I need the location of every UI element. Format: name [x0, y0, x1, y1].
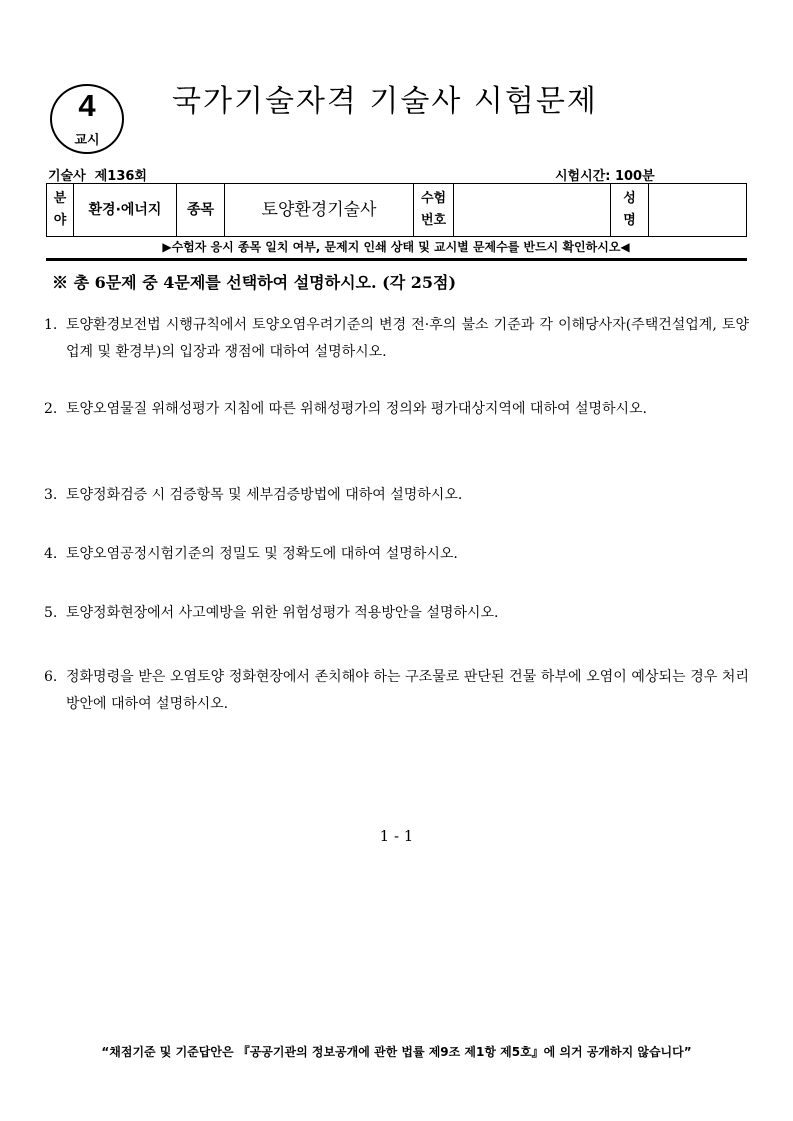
question-text: 정화명령을 받은 오염토양 정화현장에서 존치해야 하는 구조물로 판단된 건물 하부에 오염이 예상되는 경우 처리 방안에 대하여 설명하시오. [66, 669, 749, 712]
question-text: 토양정화현장에서 사고예방을 위한 위험성평가 적용방안을 설명하시오. [66, 605, 499, 621]
divider [46, 258, 747, 261]
page-title: 국가기술자격 기술사 시험문제 [172, 84, 598, 119]
period-badge [50, 84, 124, 154]
field-value: 환경·에너지 [74, 184, 177, 237]
question-text: 토양정화검증 시 검증항목 및 세부검증방법에 대하여 설명하시오. [66, 487, 463, 503]
question-2 [44, 396, 749, 423]
question-text: 토양오염공정시험기준의 정밀도 및 정확도에 대하여 설명하시오. [66, 546, 458, 562]
question-5 [44, 600, 749, 627]
exam-time: 시험시간: 100분 [555, 169, 655, 184]
question-1 [44, 312, 749, 366]
question-text: 토양오염물질 위해성평가 지침에 따른 위해성평가의 정의와 평가대상지역에 대하여 설명하시오. [66, 401, 648, 417]
exam-round: 기술사 제136회 [48, 169, 147, 184]
name-label: 성명 [611, 184, 649, 237]
footer-notice: “채점기준 및 기준답안은 『공공기관의 정보공개에 관한 법률 제9조 제1항 제5호』에 의거 공개하지 않습니다” [101, 1045, 692, 1059]
page-number: 1 - 1 [379, 827, 414, 845]
category-label: 종목 [177, 184, 225, 237]
question-4 [44, 541, 749, 568]
question-number: 2. [44, 401, 58, 417]
question-number: 3. [44, 487, 58, 503]
instruction: ※ 총 6문제 중 4문제를 선택하여 설명하시오. (각 25점) [52, 273, 457, 292]
exam-number-field[interactable] [454, 184, 611, 237]
exam-number-label: 수험번호 [414, 184, 454, 237]
period-label: 교시 [74, 133, 100, 148]
notice-bar: ▶수험자 응시 종목 일치 여부, 문제지 인쇄 상태 및 교시별 문제수를 반드시 확인하시오◀ [162, 240, 630, 254]
field-label: 분야 [47, 184, 74, 237]
question-number: 6. [44, 669, 58, 685]
question-6 [44, 664, 749, 718]
period-number: 4 [78, 88, 96, 123]
name-field[interactable] [649, 184, 747, 237]
question-text: 토양환경보전법 시행규칙에서 토양오염우려기준의 변경 전·후의 불소 기준과 각 이해당사자(주택건설업계, 토양업계 및 환경부)의 입장과 쟁점에 대하여 설명하시오. [66, 317, 749, 360]
question-number: 4. [44, 546, 58, 562]
exam-info-table [46, 183, 747, 237]
category-value: 토양환경기술사 [225, 184, 414, 237]
question-number: 5. [44, 605, 58, 621]
question-number: 1. [44, 317, 58, 333]
question-3 [44, 482, 749, 509]
